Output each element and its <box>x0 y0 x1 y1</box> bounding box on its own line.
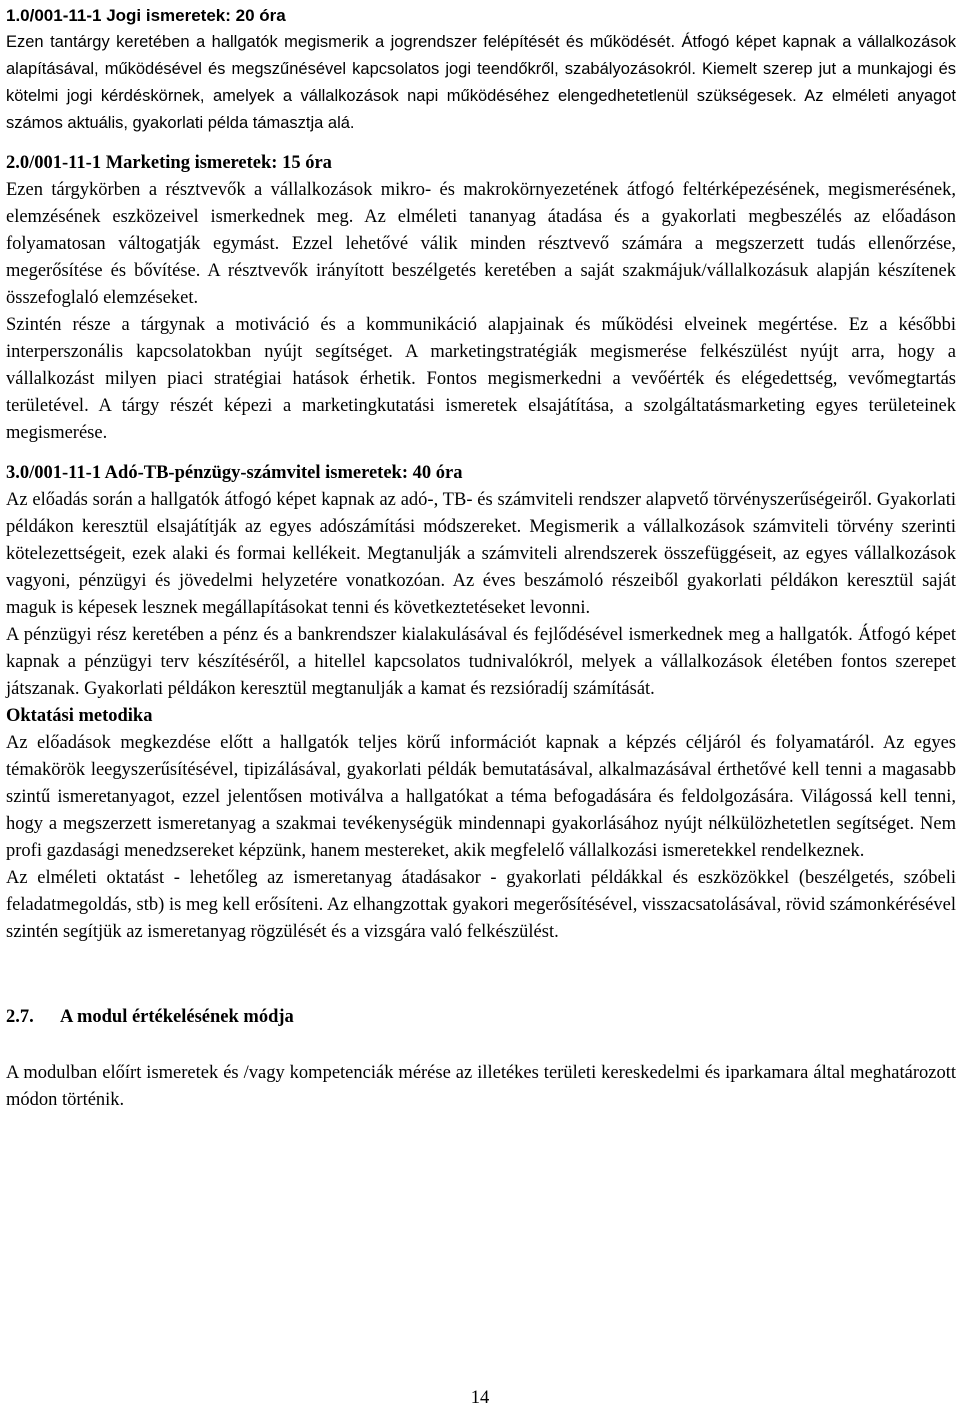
section-paragraph: Az előadás során a hallgatók átfogó képet kapnak az adó-, TB- és számviteli rendszer alapvető törvényszerűségeiről. Gyakorlati példákon keresztül elsajátítják az egyes adószámítási módszereket. Megismerik a vállalkozások számviteli törvény szerinti kötelezettségeit, ezek alaki és formai kellékeit. Megtanulják a számviteli alrendszerek összefüggéseit, az egyes vállalkozások vagyoni, pénzügyi és jövedelmi helyzetére vonatkozóan. Az éves beszámoló részeiből gyakorlati példákon keresztül saját maguk is képesek lesznek megállapításokat tenni és következtetéseket levonni. <box>6 490 956 618</box>
section-paragraph: Ezen tárgykörben a résztvevők a vállalkozások mikro- és makrokörnyezetének átfogó feltérképezésének, megismerésének, elemzésének eszközeivel ismerkednek meg. Az elméleti tananyag átadása és a gyakorlati megbeszélés az előadáson folyamatosan váltogatják egymást. Ezzel lehetővé válik minden résztvevő számára a megszerzett tudás ellenőrzése, megerősítése és bővítése. A résztvevők irányított beszélgetés keretében a saját szakmájuk/vállalkozásuk alapján készítenek összefoglaló elemzéseket. <box>6 180 956 308</box>
section-oktatasi-metodika <box>6 703 956 946</box>
document-page <box>6 2 956 1114</box>
section-paragraph: Ezen tantárgy keretében a hallgatók megismerik a jogrendszer felépítését és működését. Átfogó képet kapnak a vállalkozások alapításával, működésével és megszűnésével kapcsolatos jogi teendőkről, szabályozásokról. Kiemelt szerep jut a munkajogi és kötelmi jogi kérdéskörnek, amelyek a vállalkozások napi működéséhez elengedhetetlenül szükségesek. Az elméleti anyagot számos aktuális, gyakorlati példa támasztja alá. <box>6 33 956 132</box>
section-paragraph: A modulban előírt ismeretek és /vagy kompetenciák mérése az illetékes területi kereskedelmi és iparkamara által meghatározott módon történik. <box>6 1063 956 1110</box>
section-modul-ertekelese <box>6 1004 956 1114</box>
page-number: 14 <box>470 1388 490 1408</box>
section-title: Oktatási metodika <box>6 706 153 726</box>
section-title: 1.0/001-11-1 Jogi ismeretek: 20 óra <box>6 6 286 25</box>
section-jogi-ismeretek <box>6 2 956 137</box>
section-paragraph: A pénzügyi rész keretében a pénz és a bankrendszer kialakulásával és fejlődésével ismerkednek meg a hallgatók. Átfogó képet kapnak a pénzügyi terv készítéséről, a hitellel kapcsolatos tudnivalókról, melyek a vállalkozások életében fontos szerepet játszanak. Gyakorlati példákon keresztül megtanulják a kamat és rezsióradíj számítását. <box>6 625 956 699</box>
section-ado-tb-penzugy-szamvitel <box>6 460 956 703</box>
section-paragraph: Az elméleti oktatást - lehetőleg az ismeretanyag átadásakor - gyakorlati példákkal és eszközökkel (beszélgetés, szóbeli feladatmegoldás, stb) is meg kell erősíteni. Az elhangzottak gyakori megerősítésével, visszacsatolásával, rövid számonkérésével szintén segítjük az ismeretanyag rögzülését és a vizsgára való felkészülést. <box>6 868 956 942</box>
section-title: A modul értékelésének módja <box>60 1007 294 1027</box>
section-title: 2.0/001-11-1 Marketing ismeretek: 15 óra <box>6 153 332 173</box>
section-number: 2.7. <box>6 1007 34 1027</box>
section-paragraph: Szintén része a tárgynak a motiváció és a kommunikáció alapjainak és működési elveinek megértése. Ez a későbbi interperszonális kapcsolatokban nyújt segítséget. A marketingstratégiák megismerése felkészülést nyújt arra, hogy a vállalkozást milyen piaci stratégiai hatások érhetik. Fontos megismerkedni a vevőérték és elégedettség, vevőmegtartás területével. A tárgy részét képezi a marketingkutatási ismeretek elsajátítása, a szolgáltatásmarketing egyes területeinek megismerése. <box>6 315 956 443</box>
section-marketing-ismeretek <box>6 150 956 447</box>
section-title: 3.0/001-11-1 Adó-TB-pénzügy-számvitel ismeretek: 40 óra <box>6 463 463 483</box>
section-heading <box>6 1004 956 1031</box>
section-paragraph: Az előadások megkezdése előtt a hallgatók teljes körű információt kapnak a képzés céljáról és folyamatáról. Az egyes témakörök leegyszerűsítésével, tipizálásával, gyakorlati példák bemutatásával, alkalmazásával érthetővé kell tenni a magasabb szintű ismeretanyagot, ezzel jelentősen motiválva a hallgatókat a téma befogadására és feldolgozására. Világossá kell tenni, hogy a megszerzett ismeretanyag a szakmai tevékenységük mindennapi gyakorlásához nyújt nélkülözhetetlen segítséget. Nem profi gazdasági menedzsereket képzünk, hanem mestereket, akik megfelelő vállalkozási ismeretekkel rendelkeznek. <box>6 733 956 861</box>
